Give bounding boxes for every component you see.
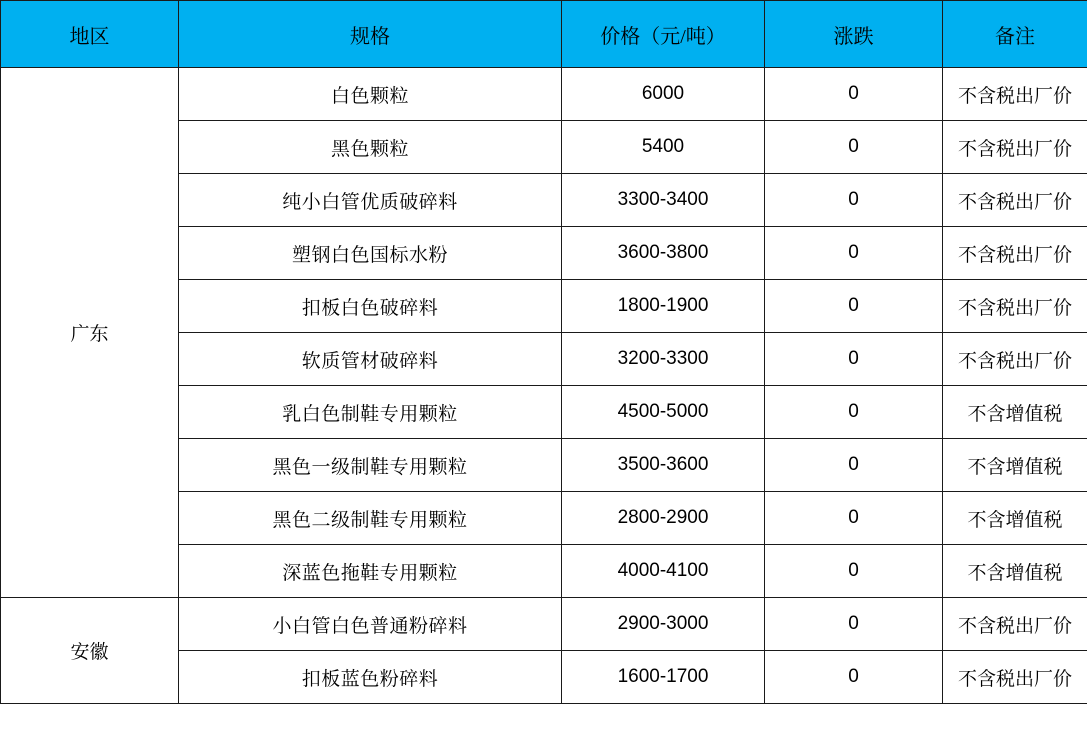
spec-cell: 扣板白色破碎料 (179, 280, 562, 333)
change-cell: 0 (765, 598, 943, 651)
remark-cell: 不含税出厂价 (943, 227, 1087, 280)
remark-cell: 不含增值税 (943, 439, 1087, 492)
spec-cell: 黑色颗粒 (179, 121, 562, 174)
change-cell: 0 (765, 492, 943, 545)
table-row (1, 598, 1087, 651)
price-cell: 3200-3300 (562, 333, 765, 386)
spec-cell: 塑钢白色国标水粉 (179, 227, 562, 280)
change-cell: 0 (765, 439, 943, 492)
remark-cell: 不含增值税 (943, 545, 1087, 598)
remark-cell: 不含增值税 (943, 492, 1087, 545)
remark-cell: 不含税出厂价 (943, 68, 1087, 121)
spec-cell: 黑色一级制鞋专用颗粒 (179, 439, 562, 492)
remark-cell: 不含增值税 (943, 386, 1087, 439)
change-cell: 0 (765, 280, 943, 333)
price-cell: 6000 (562, 68, 765, 121)
price-cell: 5400 (562, 121, 765, 174)
column-header-region: 地区 (1, 1, 179, 68)
remark-cell: 不含税出厂价 (943, 333, 1087, 386)
spec-cell: 软质管材破碎料 (179, 333, 562, 386)
region-cell: 广东 (1, 68, 179, 598)
spec-cell: 纯小白管优质破碎料 (179, 174, 562, 227)
change-cell: 0 (765, 386, 943, 439)
remark-cell: 不含税出厂价 (943, 598, 1087, 651)
price-cell: 3500-3600 (562, 439, 765, 492)
spec-cell: 小白管白色普通粉碎料 (179, 598, 562, 651)
change-cell: 0 (765, 333, 943, 386)
change-cell: 0 (765, 227, 943, 280)
price-cell: 4500-5000 (562, 386, 765, 439)
price-cell: 1800-1900 (562, 280, 765, 333)
change-cell: 0 (765, 174, 943, 227)
column-header-remark: 备注 (943, 1, 1087, 68)
price-cell: 2800-2900 (562, 492, 765, 545)
change-cell: 0 (765, 121, 943, 174)
change-cell: 0 (765, 651, 943, 704)
column-header-change: 涨跌 (765, 1, 943, 68)
change-cell: 0 (765, 545, 943, 598)
change-cell: 0 (765, 68, 943, 121)
table-row (1, 68, 1087, 121)
spec-cell: 深蓝色拖鞋专用颗粒 (179, 545, 562, 598)
price-cell: 4000-4100 (562, 545, 765, 598)
price-cell: 1600-1700 (562, 651, 765, 704)
remark-cell: 不含税出厂价 (943, 651, 1087, 704)
region-cell: 安徽 (1, 598, 179, 704)
spec-cell: 扣板蓝色粉碎料 (179, 651, 562, 704)
table-body (1, 68, 1087, 704)
price-cell: 3600-3800 (562, 227, 765, 280)
column-header-price: 价格（元/吨） (562, 1, 765, 68)
remark-cell: 不含税出厂价 (943, 280, 1087, 333)
header-row (1, 1, 1087, 68)
remark-cell: 不含税出厂价 (943, 121, 1087, 174)
spec-cell: 乳白色制鞋专用颗粒 (179, 386, 562, 439)
spec-cell: 黑色二级制鞋专用颗粒 (179, 492, 562, 545)
column-header-spec: 规格 (179, 1, 562, 68)
remark-cell: 不含税出厂价 (943, 174, 1087, 227)
price-cell: 3300-3400 (562, 174, 765, 227)
table-header (1, 1, 1087, 68)
price-cell: 2900-3000 (562, 598, 765, 651)
spec-cell: 白色颗粒 (179, 68, 562, 121)
